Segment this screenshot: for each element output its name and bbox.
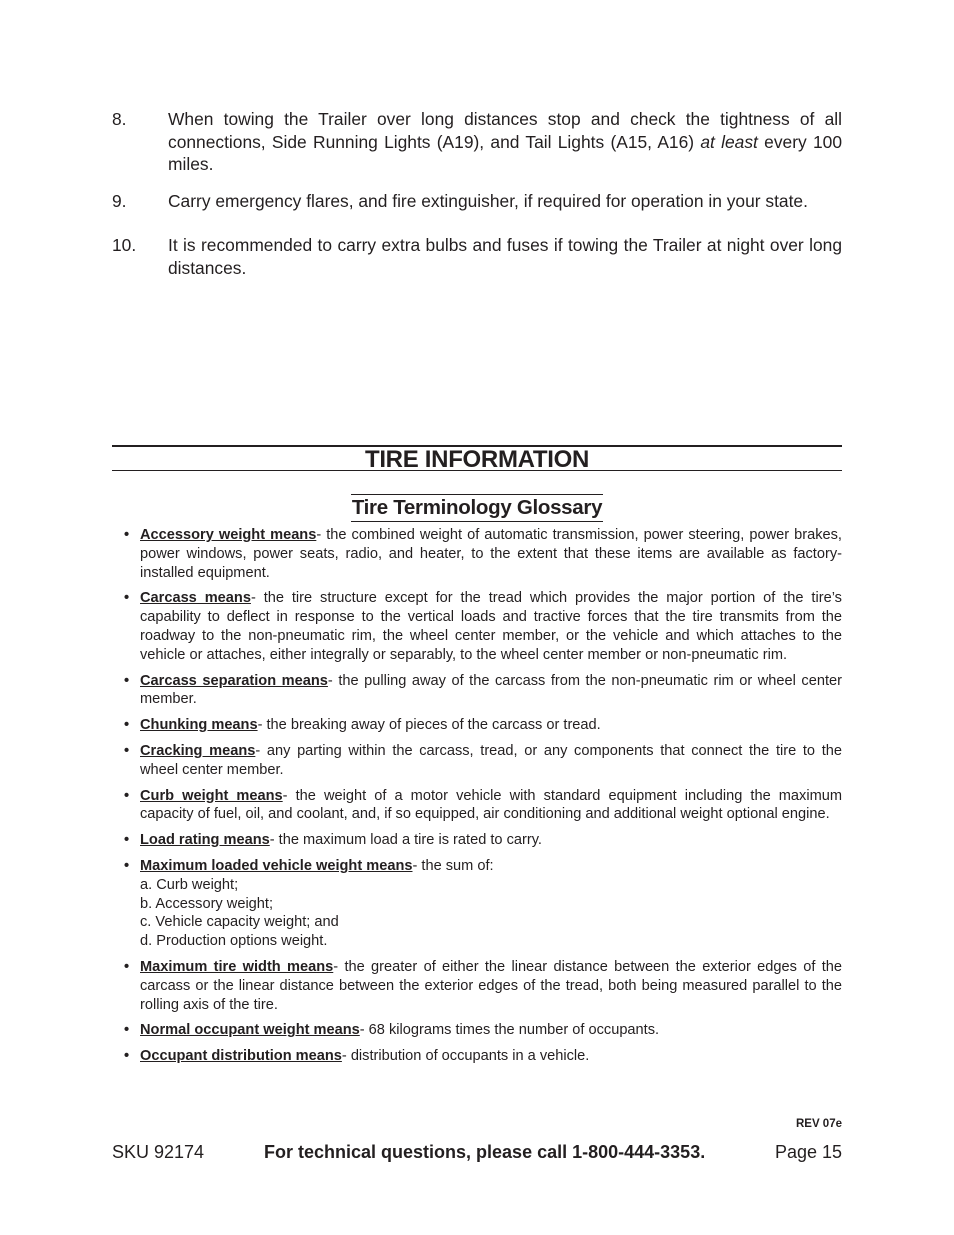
glossary-item bbox=[124, 857, 842, 951]
glossary-definition: - the tire structure except for the tread which provides the major portion of the tire’s capability to deflect in response to the vertical loads and tractive forces that the tire transmits from the roadway to the non-pneumatic rim, the wheel center member, or the vehicle and which attaches to the vehicle or attaches, either integrally or separably, to the wheel center member or non-pneumatic rim. bbox=[140, 590, 842, 663]
section-divider-bottom bbox=[112, 470, 842, 471]
glossary-subitem: c. Vehicle capacity weight; and bbox=[140, 914, 339, 931]
page-number: Page 15 bbox=[774, 1142, 842, 1162]
glossary-definition: - the combined weight of automatic transmission, power steering, power brakes, power windows, power seats, radio, and heater, to the extent that these items are available as factory-installed equipment. bbox=[140, 527, 842, 581]
glossary-item bbox=[124, 589, 842, 664]
glossary-body bbox=[140, 526, 842, 582]
glossary-body bbox=[140, 589, 842, 664]
glossary-body bbox=[140, 672, 842, 710]
instruction-number: 9. bbox=[112, 190, 127, 211]
bullet-icon: • bbox=[124, 717, 130, 734]
glossary-item bbox=[124, 1047, 842, 1066]
numbered-instructions bbox=[112, 108, 842, 279]
glossary-item bbox=[124, 742, 842, 780]
glossary-body bbox=[140, 1047, 842, 1066]
glossary-definition: - the breaking away of pieces of the carcass or tread. bbox=[257, 717, 601, 734]
bullet-icon: • bbox=[124, 590, 130, 607]
instruction-text-part: every 100 miles. bbox=[168, 131, 842, 174]
glossary-subitem: a. Curb weight; bbox=[140, 876, 239, 893]
instruction-text: Carry emergency flares, and fire extinguisher, if required for operation in your state. bbox=[168, 190, 808, 211]
instruction-number: 10. bbox=[112, 235, 137, 255]
sku-label: SKU 92174 bbox=[112, 1142, 205, 1162]
glossary-body bbox=[140, 742, 842, 780]
glossary-definition: - 68 kilograms times the number of occupants. bbox=[359, 1022, 660, 1039]
glossary-body bbox=[140, 787, 842, 825]
glossary-term: Load rating means bbox=[140, 832, 270, 849]
glossary-term: Maximum loaded vehicle weight means bbox=[140, 857, 413, 874]
glossary-term: Normal occupant weight means bbox=[140, 1022, 360, 1039]
bullet-icon: • bbox=[124, 857, 130, 874]
instruction-number: 8. bbox=[112, 109, 127, 129]
revision-label: REV 07e bbox=[795, 1118, 842, 1130]
glossary-term: Carcass means bbox=[140, 590, 251, 607]
instruction-text bbox=[168, 108, 842, 176]
glossary-definition: - the weight of a motor vehicle with standard equipment including the maximum capacity of fuel, oil, and coolant, and, if so equipped, air conditioning and additional weight optional engine. bbox=[140, 787, 843, 823]
glossary-item bbox=[124, 831, 842, 850]
glossary-definition: - the pulling away of the carcass from the non-pneumatic rim or wheel center member. bbox=[140, 672, 842, 708]
glossary-term: Chunking means bbox=[140, 717, 258, 734]
bullet-icon: • bbox=[124, 672, 130, 689]
instruction-item bbox=[112, 190, 842, 213]
bullet-icon: • bbox=[124, 958, 130, 975]
glossary-list bbox=[124, 526, 842, 1073]
glossary-item bbox=[124, 958, 842, 1014]
instruction-text: It is recommended to carry extra bulbs and fuses if towing the Trailer at night over long distances. bbox=[168, 235, 842, 278]
glossary-definition: - the sum of: bbox=[412, 857, 494, 874]
glossary-term: Occupant distribution means bbox=[140, 1048, 342, 1065]
glossary-definition: - distribution of occupants in a vehicle. bbox=[341, 1048, 590, 1065]
glossary-body bbox=[140, 1021, 842, 1040]
glossary-item bbox=[124, 787, 842, 825]
bullet-icon: • bbox=[124, 742, 130, 759]
glossary-term: Carcass separation means bbox=[140, 672, 328, 689]
glossary-item bbox=[124, 1021, 842, 1040]
instruction-emphasis: at least bbox=[700, 131, 758, 152]
glossary-term: Maximum tire width means bbox=[140, 958, 334, 975]
bullet-icon: • bbox=[124, 832, 130, 849]
glossary-item bbox=[124, 672, 842, 710]
glossary-term: Accessory weight means bbox=[140, 527, 317, 543]
bullet-icon: • bbox=[124, 1022, 130, 1039]
glossary-definition: - any parting within the carcass, tread, or any components that connect the tire to the wheel center member. bbox=[140, 742, 842, 778]
tech-support-line: For technical questions, please call 1-800-444-3353. bbox=[264, 1142, 706, 1162]
glossary-body bbox=[140, 857, 842, 951]
glossary-subtitle: Tire Terminology Glossary bbox=[351, 494, 603, 522]
instruction-item bbox=[112, 108, 842, 176]
instruction-text-part: When towing the Trailer over long distances stop and check the tightness of all connections, Side Running Lights (A19), and Tail Lights (A15, A16) bbox=[168, 109, 842, 152]
bullet-icon: • bbox=[124, 787, 130, 804]
bullet-icon: • bbox=[124, 1048, 130, 1065]
glossary-subitem: d. Production options weight. bbox=[140, 933, 328, 950]
glossary-body bbox=[140, 958, 842, 1014]
glossary-definition: - the greater of either the linear distance between the exterior edges of the carcass or the linear distance between the exterior edges of the tread, both being measured parallel to the rolling axis of the tire. bbox=[140, 958, 842, 1013]
glossary-body bbox=[140, 716, 842, 735]
bullet-icon: • bbox=[124, 527, 130, 543]
glossary-item bbox=[124, 716, 842, 735]
glossary-item bbox=[124, 526, 842, 582]
instruction-item bbox=[112, 234, 842, 279]
glossary-term: Cracking means bbox=[140, 742, 256, 759]
subtitle-container bbox=[112, 494, 842, 522]
glossary-subitem: b. Accessory weight; bbox=[140, 895, 274, 912]
glossary-definition: - the maximum load a tire is rated to carry. bbox=[269, 832, 542, 849]
section-title: TIRE INFORMATION bbox=[364, 446, 590, 473]
glossary-body bbox=[140, 831, 842, 850]
glossary-term: Curb weight means bbox=[140, 787, 283, 804]
